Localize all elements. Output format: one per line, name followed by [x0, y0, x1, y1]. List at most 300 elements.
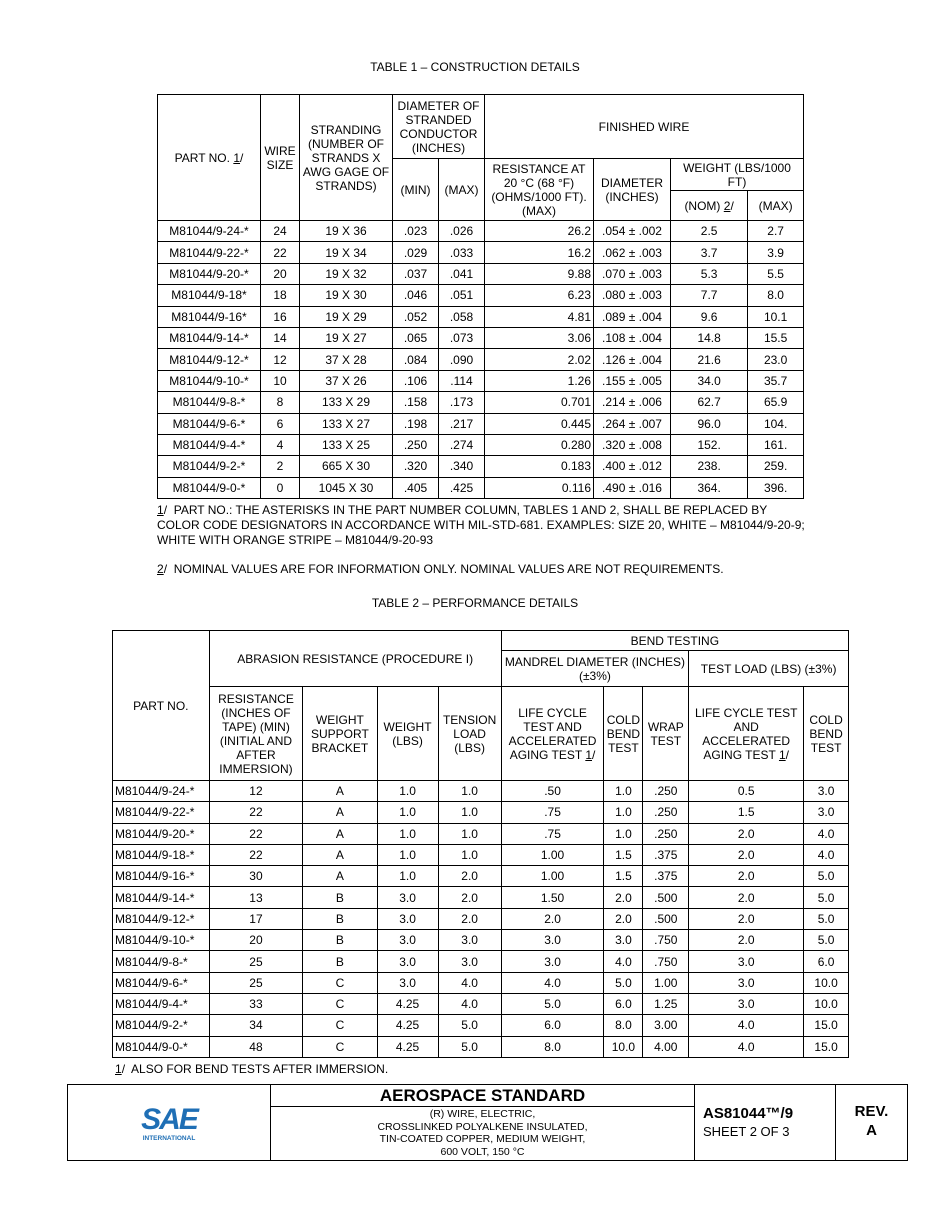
table-cell: .50 [501, 781, 604, 802]
table-cell: 665 X 30 [300, 456, 393, 477]
table-cell: M81044/9-22-* [158, 242, 261, 263]
revision-cell [836, 1085, 907, 1160]
table-cell: .75 [501, 802, 604, 823]
table-row [113, 951, 849, 972]
table-row [158, 242, 804, 263]
table-row [158, 285, 804, 306]
table-cell: M81044/9-18* [158, 285, 261, 306]
table-cell: 0.701 [485, 392, 594, 413]
table-cell: .214 ± .006 [594, 392, 671, 413]
table-cell: 259. [748, 456, 804, 477]
header-life-cycle: LIFE CYCLE TEST AND ACCELERATED AGING TEST 1/ [501, 687, 604, 781]
table-cell: 0.116 [485, 477, 594, 498]
table-cell: 10.0 [604, 1036, 643, 1057]
table-cell: .108 ± .004 [594, 327, 671, 348]
table-cell: 23.0 [748, 349, 804, 370]
table-cell: 396. [748, 477, 804, 498]
table-cell: 4.0 [438, 993, 501, 1014]
table-cell: 5.0 [804, 930, 849, 951]
table-cell: 3.00 [643, 1015, 689, 1036]
header-weight-max: (MAX) [748, 191, 804, 221]
table-cell: 12 [261, 349, 300, 370]
table-cell: M81044/9-0-* [158, 477, 261, 498]
table-cell: 2.0 [689, 908, 804, 929]
header-weight: WEIGHT (LBS/1000 FT) [671, 159, 804, 191]
table-cell: 48 [209, 1036, 303, 1057]
table-cell: 15.0 [804, 1015, 849, 1036]
table-cell: .106 [393, 370, 439, 391]
table-cell: .490 ± .016 [594, 477, 671, 498]
table-cell: 10.0 [804, 972, 849, 993]
table-cell: 10.1 [748, 306, 804, 327]
table-cell: 1.50 [501, 887, 604, 908]
header-mandrel: MANDREL DIAMETER (INCHES) (±3%) [501, 651, 689, 687]
table-row [113, 781, 849, 802]
table-cell: 133 X 29 [300, 392, 393, 413]
table-cell: 35.7 [748, 370, 804, 391]
table-cell: .250 [643, 823, 689, 844]
table-cell: M81044/9-22-* [113, 802, 210, 823]
table-cell: M81044/9-8-* [158, 392, 261, 413]
table-cell: .250 [393, 434, 439, 455]
table-cell: C [303, 993, 377, 1014]
table-cell: 3.0 [377, 908, 438, 929]
table-cell: 2.7 [748, 221, 804, 242]
table-cell: 3.0 [689, 951, 804, 972]
table-cell: 4.0 [804, 823, 849, 844]
table-cell: 19 X 32 [300, 263, 393, 284]
header-nom: (NOM) 2/ [671, 191, 748, 221]
logo-text: SAE [141, 1103, 197, 1136]
table-cell: 4.00 [643, 1036, 689, 1057]
table-cell: 2.0 [501, 908, 604, 929]
table-cell: 4.25 [377, 1015, 438, 1036]
table-cell: .264 ± .007 [594, 413, 671, 434]
table-cell: 37 X 26 [300, 370, 393, 391]
table-cell: 3.0 [604, 930, 643, 951]
table-cell: .158 [393, 392, 439, 413]
table-row [158, 327, 804, 348]
table-row [158, 477, 804, 498]
table-cell: M81044/9-24-* [113, 781, 210, 802]
table-cell: 1.0 [377, 823, 438, 844]
header-weight-support: WEIGHT SUPPORT BRACKET [303, 687, 377, 781]
table-cell: A [303, 802, 377, 823]
table-row [113, 930, 849, 951]
table-cell: 3.9 [748, 242, 804, 263]
table-cell: 34 [209, 1015, 303, 1036]
table-cell: .041 [439, 263, 485, 284]
table-row [113, 993, 849, 1014]
table-cell: 9.6 [671, 306, 748, 327]
table-cell: C [303, 972, 377, 993]
table-cell: 3.0 [438, 930, 501, 951]
table-cell: 22 [209, 823, 303, 844]
table-cell: .375 [643, 844, 689, 865]
header-diameter: DIAMETER (INCHES) [594, 159, 671, 221]
header-finished-wire: FINISHED WIRE [485, 95, 804, 159]
table-cell: 4.81 [485, 306, 594, 327]
table-cell: 1.0 [438, 802, 501, 823]
table-cell: M81044/9-4-* [158, 434, 261, 455]
table-cell: 1.0 [604, 802, 643, 823]
table-cell: 1.26 [485, 370, 594, 391]
table-row [113, 887, 849, 908]
table-cell: M81044/9-12-* [158, 349, 261, 370]
table-cell: 8.0 [748, 285, 804, 306]
table-cell: 1.0 [377, 866, 438, 887]
table-cell: M81044/9-10-* [158, 370, 261, 391]
table-cell: 1.0 [604, 823, 643, 844]
table-cell: 4.25 [377, 993, 438, 1014]
table-cell: .023 [393, 221, 439, 242]
table-cell: 19 X 27 [300, 327, 393, 348]
header-part-no: PART NO. 1/ [158, 95, 261, 221]
table-cell: 2.0 [604, 908, 643, 929]
table-cell: A [303, 823, 377, 844]
table2-note: 1/ ALSO FOR BEND TESTS AFTER IMMERSION. [115, 1062, 389, 1076]
table-row [113, 823, 849, 844]
table-row [158, 306, 804, 327]
table-cell: 1.0 [438, 844, 501, 865]
table-cell: .126 ± .004 [594, 349, 671, 370]
table-cell: 4.0 [804, 844, 849, 865]
table-cell: 65.9 [748, 392, 804, 413]
table-cell: M81044/9-16-* [113, 866, 210, 887]
table-cell: 3.0 [377, 951, 438, 972]
title-block [67, 1084, 908, 1161]
table-cell: .750 [643, 930, 689, 951]
standard-description: (R) WIRE, ELECTRIC, CROSSLINKED POLYALKENE INSULATED, TIN-COATED COPPER, MEDIUM WEIGHT, 600 VOLT, 150 °C [377, 1108, 588, 1158]
table-cell: 1045 X 30 [300, 477, 393, 498]
table-cell: 1.5 [604, 844, 643, 865]
table-cell: M81044/9-10-* [113, 930, 210, 951]
table-cell: M81044/9-2-* [158, 456, 261, 477]
table-cell: M81044/9-8-* [113, 951, 210, 972]
header-max: (MAX) [439, 159, 485, 221]
table-cell: M81044/9-6-* [113, 972, 210, 993]
table1-title: TABLE 1 – CONSTRUCTION DETAILS [370, 60, 580, 74]
table-cell: 238. [671, 456, 748, 477]
table-cell: 24 [261, 221, 300, 242]
table-cell: 4.25 [377, 1036, 438, 1057]
table-cell: .340 [439, 456, 485, 477]
table-cell: .080 ± .003 [594, 285, 671, 306]
table-cell: 5.0 [501, 993, 604, 1014]
table-cell: .500 [643, 908, 689, 929]
table-cell: .062 ± .003 [594, 242, 671, 263]
table-row [113, 972, 849, 993]
table-row [158, 221, 804, 242]
header-resistance: RESISTANCE AT 20 °C (68 °F) (OHMS/1000 FT). (MAX) [485, 159, 594, 221]
table-cell: 15.0 [804, 1036, 849, 1057]
table-cell: M81044/9-18-* [113, 844, 210, 865]
construction-details-table [157, 94, 804, 499]
table-cell: .051 [439, 285, 485, 306]
table-cell: A [303, 866, 377, 887]
table-cell: .084 [393, 349, 439, 370]
table-cell: 1.0 [438, 781, 501, 802]
table-cell: 2.0 [438, 866, 501, 887]
table-cell: 8 [261, 392, 300, 413]
table-row [113, 844, 849, 865]
table-row [113, 908, 849, 929]
logo-cell [68, 1085, 271, 1160]
table-cell: 22 [209, 802, 303, 823]
table-cell: 7.7 [671, 285, 748, 306]
table-cell: C [303, 1036, 377, 1057]
table-cell: 30 [209, 866, 303, 887]
table-cell: 96.0 [671, 413, 748, 434]
table-cell: .375 [643, 866, 689, 887]
header-abrasion: ABRASION RESISTANCE (PROCEDURE I) [209, 631, 501, 687]
header-cold-bend-load: COLD BEND TEST [804, 687, 849, 781]
table-cell: 18 [261, 285, 300, 306]
table-cell: .058 [439, 306, 485, 327]
table-cell: 6.0 [604, 993, 643, 1014]
table-cell: .029 [393, 242, 439, 263]
table1-note-1: 1/ PART NO.: THE ASTERISKS IN THE PART NUMBER COLUMN, TABLES 1 AND 2, SHALL BE REPLACED BY COLOR CODE DESIGNATORS IN ACCORDANCE WITH MIL-STD-681. EXAMPLES: SIZE 20, WHITE – M81044/9-20-9; WHITE WITH ORANGE STRIPE – M81044/9-20-93 [157, 503, 805, 547]
table-cell: 4.0 [501, 972, 604, 993]
table-cell: 8.0 [501, 1036, 604, 1057]
header-wrap-test: WRAP TEST [643, 687, 689, 781]
document-cell [695, 1085, 836, 1160]
table-row [158, 349, 804, 370]
table-cell: 22 [261, 242, 300, 263]
table-cell: 3.0 [377, 887, 438, 908]
header-tension-load: TENSION LOAD (LBS) [438, 687, 501, 781]
table-cell: B [303, 908, 377, 929]
table-cell: 22 [209, 844, 303, 865]
header-life-cycle-load: LIFE CYCLE TEST AND ACCELERATED AGING TEST 1/ [689, 687, 804, 781]
table-cell: 3.0 [438, 951, 501, 972]
standard-title: AEROSPACE STANDARD [271, 1085, 694, 1107]
table-cell: 10.0 [804, 993, 849, 1014]
table-cell: 3.0 [689, 993, 804, 1014]
table-cell: 2.0 [438, 887, 501, 908]
table-cell: .400 ± .012 [594, 456, 671, 477]
table-cell: M81044/9-20-* [158, 263, 261, 284]
table-cell: 3.0 [377, 972, 438, 993]
table-cell: 1.25 [643, 993, 689, 1014]
table-cell: 1.0 [438, 823, 501, 844]
table-cell: .033 [439, 242, 485, 263]
table-cell: B [303, 930, 377, 951]
table-cell: .065 [393, 327, 439, 348]
table-cell: .070 ± .003 [594, 263, 671, 284]
table-row [113, 802, 849, 823]
table-cell: 6.0 [501, 1015, 604, 1036]
table-row [158, 263, 804, 284]
logo-subtext: INTERNATIONAL [142, 1135, 196, 1142]
table-row [158, 434, 804, 455]
table-cell: 5.0 [604, 972, 643, 993]
table-cell: .217 [439, 413, 485, 434]
table-cell: 1.0 [604, 781, 643, 802]
table-row [113, 1036, 849, 1057]
table-cell: .026 [439, 221, 485, 242]
table-cell: 0 [261, 477, 300, 498]
header-wire-size: WIRE SIZE [261, 95, 300, 221]
table-cell: 14.8 [671, 327, 748, 348]
table1-note-2: 2/ NOMINAL VALUES ARE FOR INFORMATION ONLY. NOMINAL VALUES ARE NOT REQUIREMENTS. [157, 562, 724, 576]
table-cell: M81044/9-4-* [113, 993, 210, 1014]
table-cell: M81044/9-0-* [113, 1036, 210, 1057]
table-cell: 12 [209, 781, 303, 802]
table-cell: 364. [671, 477, 748, 498]
table-row [113, 866, 849, 887]
header-abrasion-resistance: RESISTANCE (INCHES OF TAPE) (MIN) (INITIAL AND AFTER IMMERSION) [209, 687, 303, 781]
table2-title: TABLE 2 – PERFORMANCE DETAILS [371, 596, 579, 610]
table-cell: 8.0 [604, 1015, 643, 1036]
table-cell: M81044/9-14-* [113, 887, 210, 908]
table-row [158, 456, 804, 477]
table-cell: 5.3 [671, 263, 748, 284]
table-cell: 3.0 [501, 930, 604, 951]
revision: REV. A [854, 1103, 889, 1139]
table-cell: 5.0 [804, 887, 849, 908]
table-cell: .320 [393, 456, 439, 477]
table-cell: .090 [439, 349, 485, 370]
table-cell: A [303, 844, 377, 865]
table-cell: 21.6 [671, 349, 748, 370]
table-cell: .073 [439, 327, 485, 348]
table-cell: 133 X 25 [300, 434, 393, 455]
table-cell: 2.0 [689, 866, 804, 887]
table-cell: 5.0 [438, 1015, 501, 1036]
header-bend-testing: BEND TESTING [501, 631, 848, 651]
table-cell: 16.2 [485, 242, 594, 263]
table-cell: 0.445 [485, 413, 594, 434]
table-cell: 5.0 [804, 866, 849, 887]
table-cell: 0.5 [689, 781, 804, 802]
header-test-load: TEST LOAD (LBS) (±3%) [689, 651, 849, 687]
table-cell: 1.00 [501, 844, 604, 865]
table-cell: 1.0 [377, 844, 438, 865]
table-cell: 3.06 [485, 327, 594, 348]
table-row [113, 1015, 849, 1036]
table-cell: 6.23 [485, 285, 594, 306]
header-stranding: STRANDING (NUMBER OF STRANDS X AWG GAGE OF STRANDS) [300, 95, 393, 221]
table-cell: C [303, 1015, 377, 1036]
table-cell: 133 X 27 [300, 413, 393, 434]
table-cell: 20 [209, 930, 303, 951]
table-cell: 1.5 [604, 866, 643, 887]
table-cell: 3.0 [689, 972, 804, 993]
table-cell: 5.0 [438, 1036, 501, 1057]
table-cell: M81044/9-20-* [113, 823, 210, 844]
table-cell: 15.5 [748, 327, 804, 348]
table-cell: 2.02 [485, 349, 594, 370]
table-cell: 4 [261, 434, 300, 455]
table-cell: 2.0 [438, 908, 501, 929]
table-cell: A [303, 781, 377, 802]
header-weight-lbs: WEIGHT (LBS) [377, 687, 438, 781]
table-cell: 16 [261, 306, 300, 327]
table-cell: .046 [393, 285, 439, 306]
table-cell: 4.0 [689, 1036, 804, 1057]
header-min: (MIN) [393, 159, 439, 221]
table-cell: 6 [261, 413, 300, 434]
table-cell: 3.0 [804, 781, 849, 802]
table-cell: B [303, 887, 377, 908]
table-row [158, 413, 804, 434]
table-cell: 1.00 [501, 866, 604, 887]
table-cell: 6.0 [804, 951, 849, 972]
table-cell: .274 [439, 434, 485, 455]
table-cell: .037 [393, 263, 439, 284]
table-cell: 19 X 34 [300, 242, 393, 263]
table-cell: 17 [209, 908, 303, 929]
table-cell: 161. [748, 434, 804, 455]
table-cell: .114 [439, 370, 485, 391]
table-cell: 3.0 [804, 802, 849, 823]
header-diameter-stranded: DIAMETER OF STRANDED CONDUCTOR (INCHES) [393, 95, 485, 159]
table-cell: .750 [643, 951, 689, 972]
table-cell: .250 [643, 781, 689, 802]
header-cold-bend: COLD BEND TEST [604, 687, 643, 781]
title-cell [271, 1085, 695, 1160]
table-cell: 2 [261, 456, 300, 477]
table-cell: M81044/9-14-* [158, 327, 261, 348]
table-cell: 3.0 [377, 930, 438, 951]
table-cell: .425 [439, 477, 485, 498]
table-cell: 2.0 [604, 887, 643, 908]
table-cell: 0.280 [485, 434, 594, 455]
table-cell: 152. [671, 434, 748, 455]
table-cell: 4.0 [604, 951, 643, 972]
sheet-number: SHEET 2 OF 3 [703, 1124, 790, 1139]
table-row [158, 392, 804, 413]
table-cell: 0.183 [485, 456, 594, 477]
table-cell: 25 [209, 972, 303, 993]
table-cell: M81044/9-2-* [113, 1015, 210, 1036]
table-cell: 62.7 [671, 392, 748, 413]
table-cell: 2.0 [689, 887, 804, 908]
table-cell: 2.5 [671, 221, 748, 242]
table-cell: .75 [501, 823, 604, 844]
table-cell: .173 [439, 392, 485, 413]
table-cell: 19 X 29 [300, 306, 393, 327]
table-cell: 4.0 [689, 1015, 804, 1036]
table-cell: .089 ± .004 [594, 306, 671, 327]
table-cell: 26.2 [485, 221, 594, 242]
table-cell: 37 X 28 [300, 349, 393, 370]
table-cell: .198 [393, 413, 439, 434]
table-cell: B [303, 951, 377, 972]
table-cell: 1.5 [689, 802, 804, 823]
table-cell: 3.0 [501, 951, 604, 972]
table-cell: 19 X 36 [300, 221, 393, 242]
table-cell: 5.0 [804, 908, 849, 929]
table-cell: M81044/9-6-* [158, 413, 261, 434]
table-cell: 1.0 [377, 781, 438, 802]
table-cell: M81044/9-16* [158, 306, 261, 327]
table-cell: 1.0 [377, 802, 438, 823]
sae-logo [136, 1101, 202, 1143]
table-cell: 34.0 [671, 370, 748, 391]
table-cell: 10 [261, 370, 300, 391]
table-row [158, 370, 804, 391]
table-cell: 1.00 [643, 972, 689, 993]
document-number: AS81044™/9 [703, 1105, 794, 1122]
table-cell: 2.0 [689, 844, 804, 865]
table-cell: .052 [393, 306, 439, 327]
table-cell: M81044/9-24-* [158, 221, 261, 242]
table-cell: .155 ± .005 [594, 370, 671, 391]
table-cell: .320 ± .008 [594, 434, 671, 455]
table-cell: 3.7 [671, 242, 748, 263]
